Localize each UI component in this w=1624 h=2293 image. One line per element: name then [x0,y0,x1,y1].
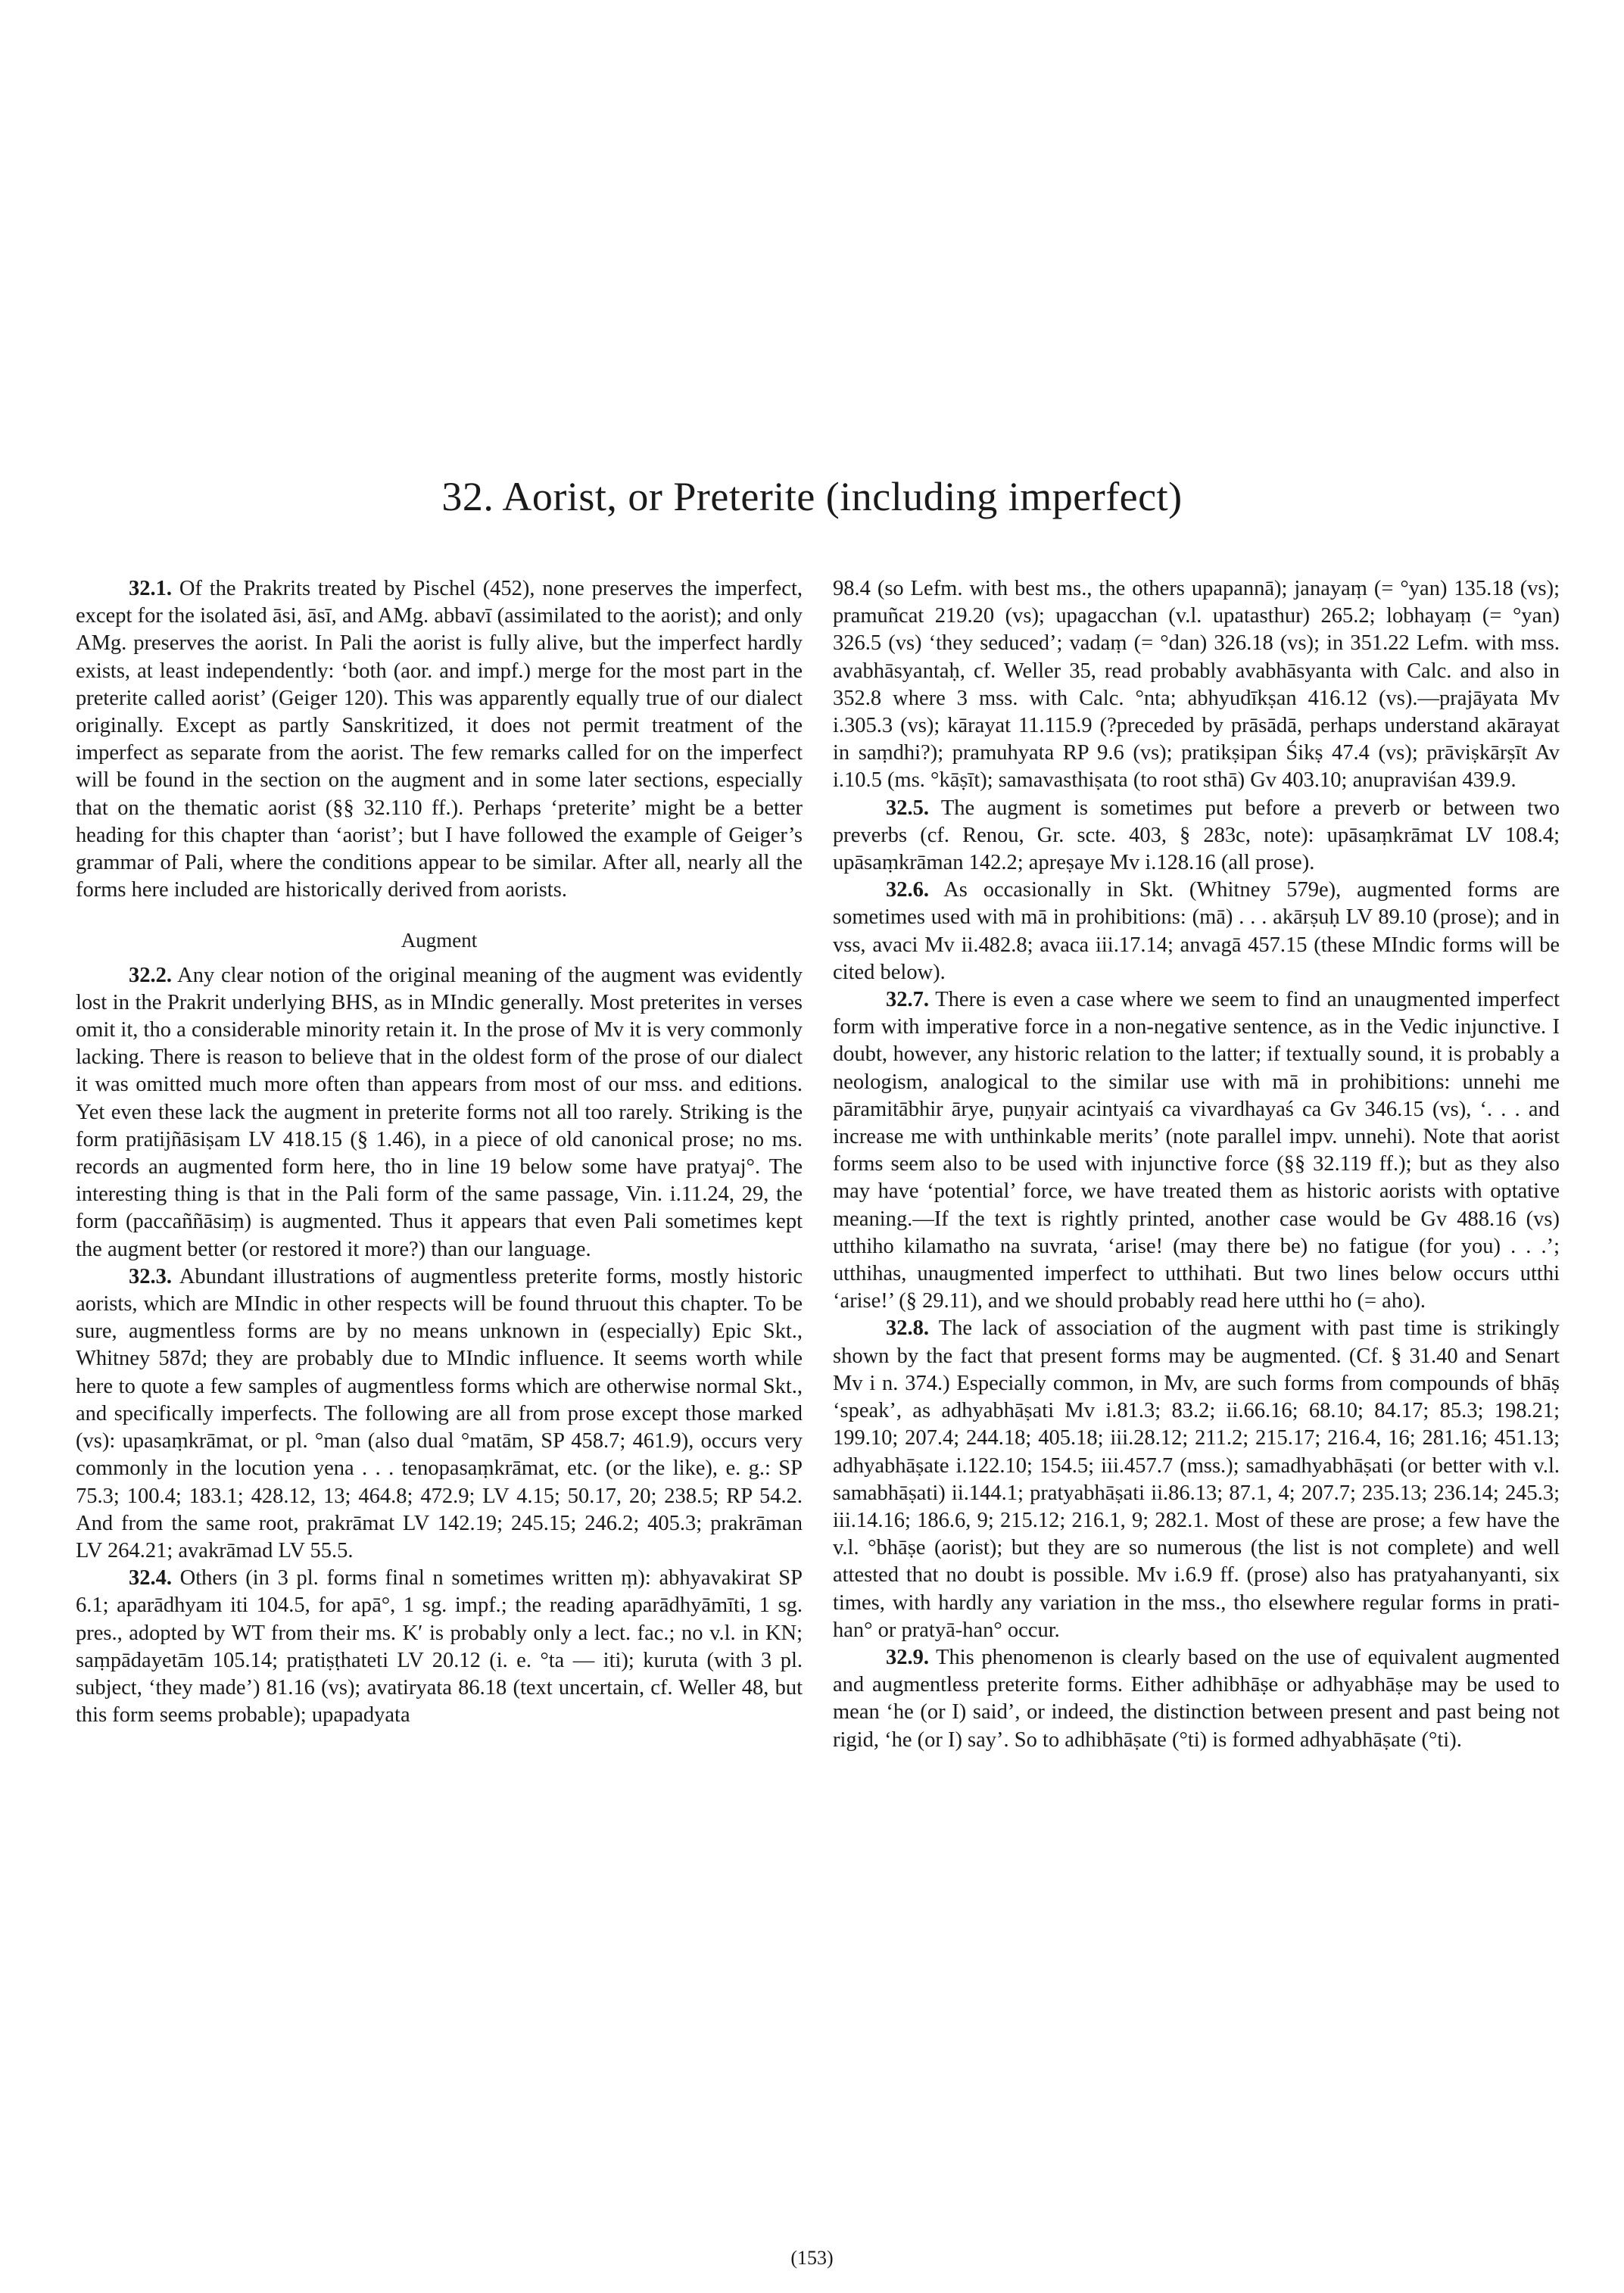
paragraph-32-1 [76,575,803,904]
section-heading-augment: Augment [401,929,478,952]
paragraph-text: Abundant illustrations of augmentless preterite forms, mostly historic aorists, which are MIndic in other respects will be found thruout this chapter. To be sure, augmentless forms are by no means unknown in (especially) Epic Skt., Whitney 587d; they are probably due to MIndic influence. It seems worth while here to quote a few samples of augmentless forms which are otherwise normal Skt., and specifically imperfects. The following are all from prose except those marked (vs): upasaṃkrāmat, or pl. °man (also dual °matām, SP 458.7; 461.9), occurs very commonly in the locution yena . . . tenopasaṃkrāmat, etc. (or the like), e. g.: SP 75.3; 100.4; 183.1; 428.12, 13; 464.8; 472.9; LV 4.15; 50.17, 20; 238.5; RP 54.2. And from the same root, prakrāmat LV 142.19; 245.15; 246.2; 405.3; prakrāman LV 264.21; avakrāmad LV 55.5. [76,1264,803,1562]
paragraph-number: 32.7. [886,988,929,1012]
paragraph-number: 32.3. [129,1264,172,1288]
paragraph-32-5 [833,795,1560,877]
paragraph-number: 32.6. [886,878,929,902]
paragraph-number: 32.8. [886,1316,929,1341]
paragraph-number: 32.1. [129,577,172,600]
paragraph-32-4-continued: 98.4 (so Lefm. with best ms., the others upapannā); janayaṃ (= °yan) 135.18 (vs); pramuñcat 219.20 (vs); upagacchan (v.l. upatasthur) 265.2; lobhayaṃ (= °yan) 326.5 (vs) ‘they seduced’; vadaṃ (= °dan) 326.18 (vs); in 351.22 Lefm. with mss. avabhāsyantaḥ, cf. Weller 35, read probably avabhāsyanta with Calc. and also in 352.8 where 3 mss. with Calc. °nta; abhyudīkṣan 416.12 (vs).—prajāyata Mv i.305.3 (vs); kārayat 11.115.9 (?preceded by prāsādā, perhaps understand akārayat in saṃdhi?); pramuhyata RP 9.6 (vs); pratikṣipan Śikṣ 47.4 (vs); prāviṣkārṣīt Av i.10.5 (ms. °kāṣīt); samavasthiṣata (to root sthā) Gv 403.10; anupraviśan 439.9. [833,577,1560,793]
paragraph-32-4 [76,1565,803,1729]
paragraph-number: 32.9. [886,1645,929,1669]
paragraph-32-3 [76,1263,803,1565]
left-column [76,575,803,1729]
paragraph-text: Others (in 3 pl. forms final n sometimes written ṃ): abhyavakirat SP 6.1; aparādhyam iti 104.5, for apā°, 1 sg. impf.; the reading aparādhyāmīti, 1 sg. pres., adopted by WT from their ms. K′ is probably only a lect. fac.; no v.l. in KN; saṃpādayetām 105.14; pratiṣṭhateti LV 20.12 (i. e. °ta — iti); kuruta (with 3 pl. subject, ‘they made’) 81.16 (vs); avatiryata 86.18 (text uncertain, cf. Weller 48, but this form seems probable); upapadyata [76,1566,803,1728]
paragraph-32-2 [76,962,803,1263]
paragraph-text: The lack of association of the augment with past time is strikingly shown by the fact that present forms may be augmented. (Cf. § 31.40 and Senart Mv i n. 374.) Especially common, in Mv, are such forms from compounds of bhāṣ ‘speak’, as adhyabhāṣati Mv i.81.3; 83.2; ii.66.16; 68.10; 84.17; 85.3; 198.21; 199.10; 207.4; 244.18; 405.18; iii.28.12; 211.2; 215.17; 216.4, 16; 281.16; 451.13; adhyabhāṣate i.122.10; 154.5; iii.457.7 (mss.); samadhyabhāṣati (or better with v.l. samabhāṣati) ii.144.1; pratyabhāṣati ii.86.13; 87.1, 4; 207.7; 235.13; 236.14; 245.3; iii.14.16; 186.6, 9; 215.12; 216.1, 9; 282.1. Most of these are prose; a few have the v.l. °bhāṣe (aorist); but they are so numerous (the list is not complete) and well attested that no doubt is possible. Mv i.6.9 ff. (prose) also has pratyahanyanti, six times, with hardly any variation in the mss., tho elsewhere regular forms in prati-han° or pratyā-han° occur. [833,1316,1560,1642]
right-column [833,575,1560,1754]
paragraph-text: This phenomenon is clearly based on the use of equivalent augmented and augmentless preterite forms. Either adhibhāṣe or adhyabhāṣe may be used to mean ‘he (or I) said’, or indeed, the distinction between present and past being not rigid, ‘he (or I) say’. So to adhibhāṣate (°ti) is formed adhyabhāṣate (°ti). [833,1645,1560,1752]
chapter-title: 32. Aorist, or Preterite (including imperfect) [441,474,1183,519]
paragraph-32-9 [833,1644,1560,1754]
paragraph-text: The augment is sometimes put before a preverb or between two preverbs (cf. Renou, Gr. scte. 403, § 283c, note): upāsaṃkrāmat LV 108.4; upāsaṃkrāman 142.2; apreṣaye Mv i.128.16 (all prose). [833,796,1560,875]
paragraph-number: 32.2. [129,963,172,987]
paragraph-text: As occasionally in Skt. (Whitney 579e), augmented forms are sometimes used with mā in prohibitions: (mā) . . . akārṣuḥ LV 89.10 (prose); and in vss, avaci Mv ii.482.8; avaca iii.17.14; anvagā 457.15 (these MIndic forms will be cited below). [833,878,1560,984]
paragraph-text: Of the Prakrits treated by Pischel (452), none preserves the imperfect, except for the isolated āsi, āsī, and AMg. abbavī (assimilated to the aorist); and only AMg. preserves the aorist. In Pali the aorist is fully alive, but the imperfect hardly exists, at least independently: ‘both (aor. and impf.) merge for the most part in the preterite called aorist’ (Geiger 120). This was apparently equally true of our dialect originally. Except as partly Sanskritized, it does not permit treatment of the imperfect as separate from the aorist. The few remarks called for on the imperfect will be found in the section on the augment and in some later sections, especially that on the thematic aorist (§§ 32.110 ff.). Perhaps ‘preterite’ might be a better heading for this chapter than ‘aorist’; but I have followed the example of Geiger’s grammar of Pali, where the conditions appear to be similar. After all, nearly all the forms here included are historically derived from aorists. [76,577,803,902]
paragraph-32-7 [833,986,1560,1315]
paragraph-32-6 [833,877,1560,986]
paragraph-text: Any clear notion of the original meaning of the augment was evidently lost in the Prakrit underlying BHS, as in MIndic generally. Most preterites in verses omit it, tho a considerable minority retain it. In the prose of Mv it is very commonly lacking. There is reason to believe that in the oldest form of the prose of our dialect it was omitted much more often than appears from most of our mss. and editions. Yet even these lack the augment in preterite forms not all too rarely. Striking is the form pratijñāsiṣam LV 418.15 (§ 1.46), in a piece of old canonical prose; no ms. records an augmented form here, tho in line 19 below some have pratyaj°. The interesting thing is that in the Pali form of the same passage, Vin. i.11.24, 29, the form (paccaññāsiṃ) is augmented. Thus it appears that even Pali sometimes kept the augment better (or restored it more?) than our language. [76,963,803,1261]
paragraph-number: 32.5. [886,796,929,820]
paragraph-32-8 [833,1315,1560,1643]
paragraph-number: 32.4. [129,1566,172,1590]
paragraph-text: There is even a case where we seem to find an unaugmented imperfect form with imperative force in a non-negative sentence, as in the Vedic injunctive. I doubt, however, any historic relation to the latter; if textually sound, it is probably a neologism, analogical to the similar use with mā in prohibitions: unnehi me pāramitābhir ārye, puṇyair acintyaiś ca vivardhayaś ca Gv 346.15 (vs), ‘. . . and increase me with unthinkable merits’ (note parallel impv. unnehi). Note that aorist forms seem also to be used with injunctive force (§§ 32.119 ff.); but as they also may have ‘potential’ force, we have treated them as historic aorists with optative meaning.—If the text is rightly printed, another case would be Gv 488.16 (vs) utthiho kilamatho na suvrata, ‘arise! (may there be) no fatigue (for you) . . .’; utthihas, unaugmented imperfect to utthihati. But two lines below occurs utthi ‘arise!’ (§ 29.11), and we should probably read here utthi ho (= aho). [833,988,1560,1313]
page-number: (153) [790,2247,834,2269]
